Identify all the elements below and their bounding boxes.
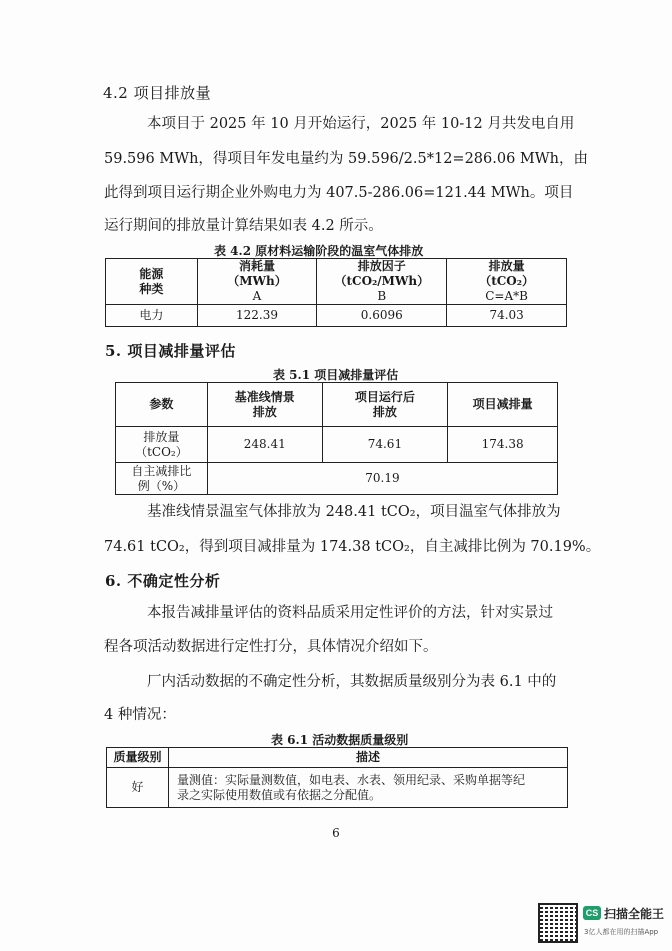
table-cell: 量测值：实际量测数值，如电表、水表、领用纪录、采购单据等纪 录之实际使用数值或有依据之分配值。 [169,768,568,808]
section-5-heading: 5. 项目减排量评估 [105,342,236,360]
section-6-heading: 6. 不确定性分析 [105,572,221,590]
paragraph-line: 本报告减排量评估的资料品质采用定性评价的方法，针对实景过 [147,605,553,621]
page-number: 6 [332,826,340,840]
table-cell: 122.39 [197,305,317,327]
table-cell: 70.19 [207,463,557,495]
paragraph-line: 本项目于 2025 年 10 月开始运行，2025 年 10-12 月共发电自用 [147,116,575,132]
table-header: 参数 [116,383,208,427]
paragraph-line: 74.61 tCO₂，得到项目减排量为 174.38 tCO₂，自主减排比例为 70.19%。 [104,539,601,555]
table-4-2-caption: 表 4.2 原材料运输阶段的温室气体排放 [214,244,424,258]
table-cell: 自主减排比 例（%） [116,463,208,495]
table-row [107,768,568,808]
table-6-1-caption: 表 6.1 活动数据质量级别 [271,733,409,747]
table-cell: 排放量 （tCO₂） [116,427,208,463]
paragraph-line: 运行期间的排放量计算结果如表 4.2 所示。 [104,218,383,234]
watermark-tagline: 3亿人都在用的扫描App [584,928,659,936]
table-header: 基准线情景 排放 [207,383,322,427]
table-cell: 电力 [106,305,198,327]
table-header: 排放量 （tCO₂） C=A*B [447,259,567,305]
table-cell: 0.6096 [317,305,447,327]
table-header: 项目运行后 排放 [322,383,448,427]
table-cell: 好 [107,768,169,808]
table-header: 能源 种类 [106,259,198,305]
table-5-1 [115,382,558,495]
paragraph-line: 此得到项目运行期企业外购电力为 407.5-286.06=121.44 MWh。项目 [104,185,574,201]
table-row [106,305,567,327]
table-cell: 74.61 [322,427,448,463]
watermark-brand: 扫描全能王 [604,907,665,921]
table-6-1 [106,747,568,808]
paragraph-line: 基准线情景温室气体排放为 248.41 tCO₂，项目温室气体排放为 [147,504,561,520]
paragraph-line: 程各项活动数据进行定性打分，具体情况介绍如下。 [104,639,438,655]
table-header: 质量级别 [107,748,169,768]
table-header: 排放因子 （tCO₂/MWh） B [317,259,447,305]
section-4-2-heading: 4.2 项目排放量 [103,84,212,102]
scanner-watermark [538,903,672,947]
paragraph-line: 4 种情况： [104,707,176,723]
table-header: 描述 [169,748,568,768]
table-header: 项目减排量 [448,383,558,427]
table-cell: 248.41 [207,427,322,463]
table-cell: 74.03 [447,305,567,327]
qr-code-icon [538,903,578,943]
table-header: 消耗量 （MWh） A [197,259,317,305]
paragraph-line: 厂内活动数据的不确定性分析，其数据质量级别分为表 6.1 中的 [147,674,557,690]
table-row [116,463,558,495]
table-5-1-caption: 表 5.1 项目减排量评估 [273,368,399,382]
table-4-2 [105,258,567,327]
camscanner-badge-icon: CS [583,906,601,920]
table-cell: 174.38 [448,427,558,463]
paragraph-line: 59.596 MWh，得项目年发电量约为 59.596/2.5*12=286.06 MWh，由 [104,151,589,167]
table-row [116,427,558,463]
